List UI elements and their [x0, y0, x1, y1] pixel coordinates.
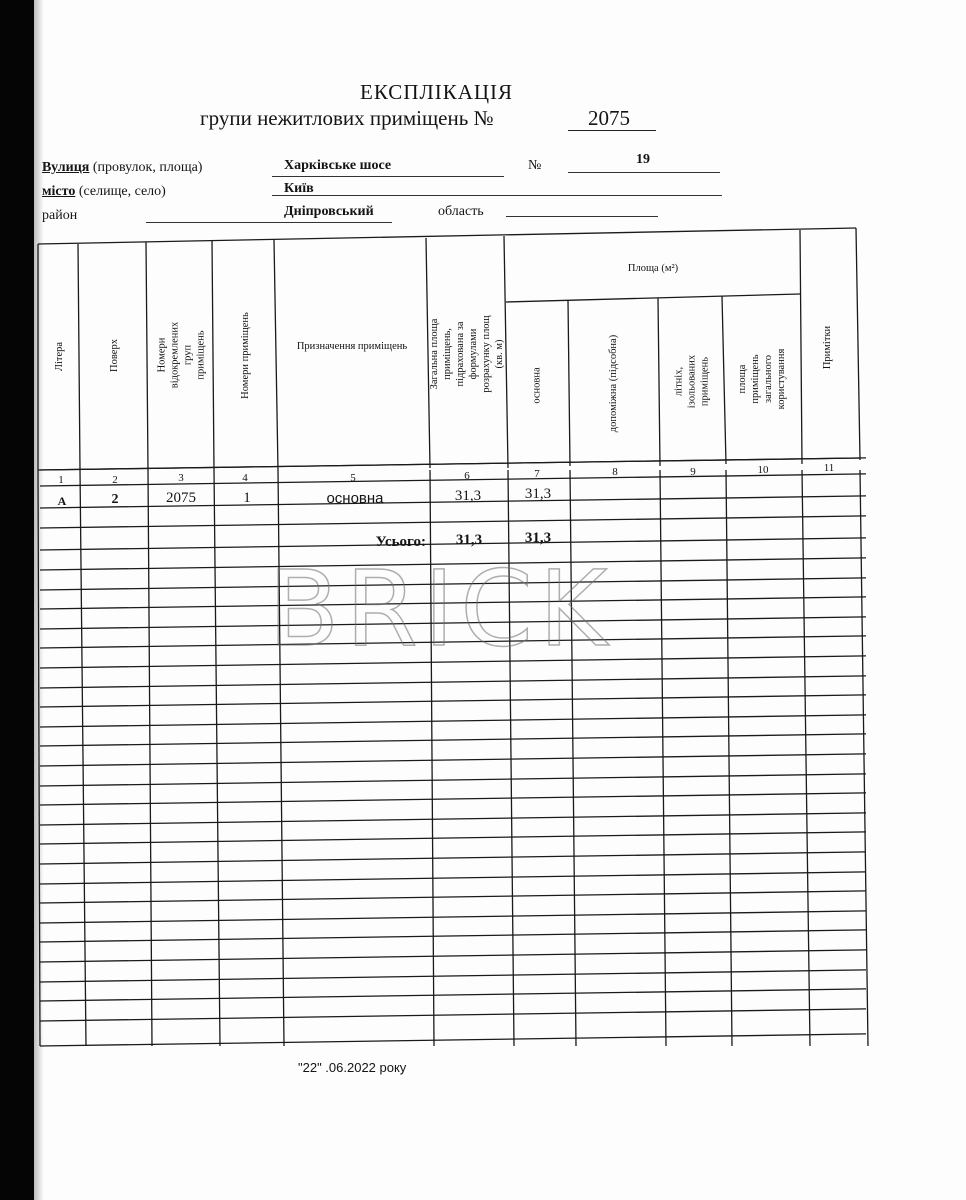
column-number: 7	[534, 468, 540, 480]
group-number: 2075	[588, 106, 630, 130]
column-number: 5	[350, 472, 356, 484]
table-column-line	[660, 470, 666, 1046]
table-row-line	[40, 989, 866, 1001]
street-value: Харківське шосе	[284, 158, 392, 173]
column-number: 9	[690, 466, 696, 478]
document-subtitle: групи нежитлових приміщень №	[200, 106, 494, 130]
column-number: 10	[757, 464, 769, 476]
district-label: район	[42, 208, 78, 223]
district-value: Дніпровський	[284, 204, 374, 219]
number-label: №	[528, 158, 542, 173]
row-group: 2075	[166, 490, 196, 506]
table-row-line	[40, 872, 866, 884]
city-label: місто (селище, село)	[42, 184, 166, 199]
table-row-line	[40, 695, 866, 707]
table-column-line	[860, 470, 868, 1046]
header-purpose: Призначення приміщень	[296, 341, 408, 352]
city-value: Київ	[284, 181, 314, 196]
street-label: Вулиця (провулок, площа)	[42, 160, 203, 175]
table-row-line	[40, 930, 866, 942]
number-value: 19	[636, 152, 650, 167]
header-area-group: Площа (м²)	[627, 263, 679, 274]
table-row-line	[40, 950, 866, 962]
table-row-line	[40, 793, 866, 805]
header-notes: Примітки	[822, 325, 834, 369]
column-number: 1	[58, 474, 64, 486]
totals-label: Усього:	[375, 534, 426, 550]
header-total-area: Загальна площа приміщень, підрахована за формулами розрахунку площ (кв. м)	[429, 315, 505, 393]
table-row-line	[40, 516, 866, 528]
document-title: ЕКСПЛІКАЦІЯ	[360, 80, 514, 104]
column-number: 8	[612, 466, 618, 478]
header-main: основна	[531, 366, 543, 404]
table-column-line	[80, 470, 86, 1046]
header-isolated: літніх, ізольованих приміщень	[673, 354, 711, 408]
table-row-line	[40, 734, 866, 746]
table-row-line	[40, 911, 866, 923]
column-number: 3	[178, 472, 184, 484]
header-litera: Літера	[54, 341, 66, 371]
totals-total: 31,3	[455, 532, 483, 548]
header-group-numbers: Номери відокремлених груп приміщень	[156, 321, 207, 389]
row-litera: А	[57, 494, 67, 508]
table-row-line	[40, 852, 866, 864]
table-column-line	[38, 470, 40, 1046]
table-column-line	[148, 470, 152, 1046]
table-row-line	[40, 832, 866, 844]
header-column-divider	[856, 228, 860, 460]
table-row-line	[40, 774, 866, 786]
header-floor: Поверх	[108, 338, 120, 372]
row-total: 31,3	[454, 488, 482, 504]
column-number: 11	[823, 462, 835, 474]
header-auxiliary: допоміжна (підсобна)	[608, 334, 620, 432]
table-row-line	[40, 1034, 866, 1046]
row-floor: 2	[111, 492, 119, 507]
column-number: 4	[242, 472, 248, 484]
document-date: "22" .06.2022 року	[298, 1060, 407, 1075]
table-row-line	[40, 715, 866, 727]
table-column-line	[802, 470, 810, 1046]
table-row-line	[40, 970, 866, 982]
region-label: область	[438, 204, 484, 219]
header-common: площа приміщень загального користування	[737, 348, 787, 410]
header-room-numbers: Номери приміщень	[239, 311, 251, 399]
table-row-line	[40, 891, 866, 903]
table-row-line	[40, 754, 866, 766]
table-row-line	[40, 676, 866, 688]
column-number: 2	[112, 474, 118, 486]
table-row-line	[40, 1009, 866, 1021]
table-row-line	[40, 813, 866, 825]
row-purpose: основна	[326, 490, 384, 507]
column-number: 6	[464, 470, 470, 482]
row-main: 31,3	[524, 486, 552, 502]
row-room: 1	[243, 490, 251, 506]
table-column-line	[726, 470, 732, 1046]
totals-main: 31,3	[524, 530, 552, 546]
brick-watermark: BRICK	[268, 548, 614, 670]
